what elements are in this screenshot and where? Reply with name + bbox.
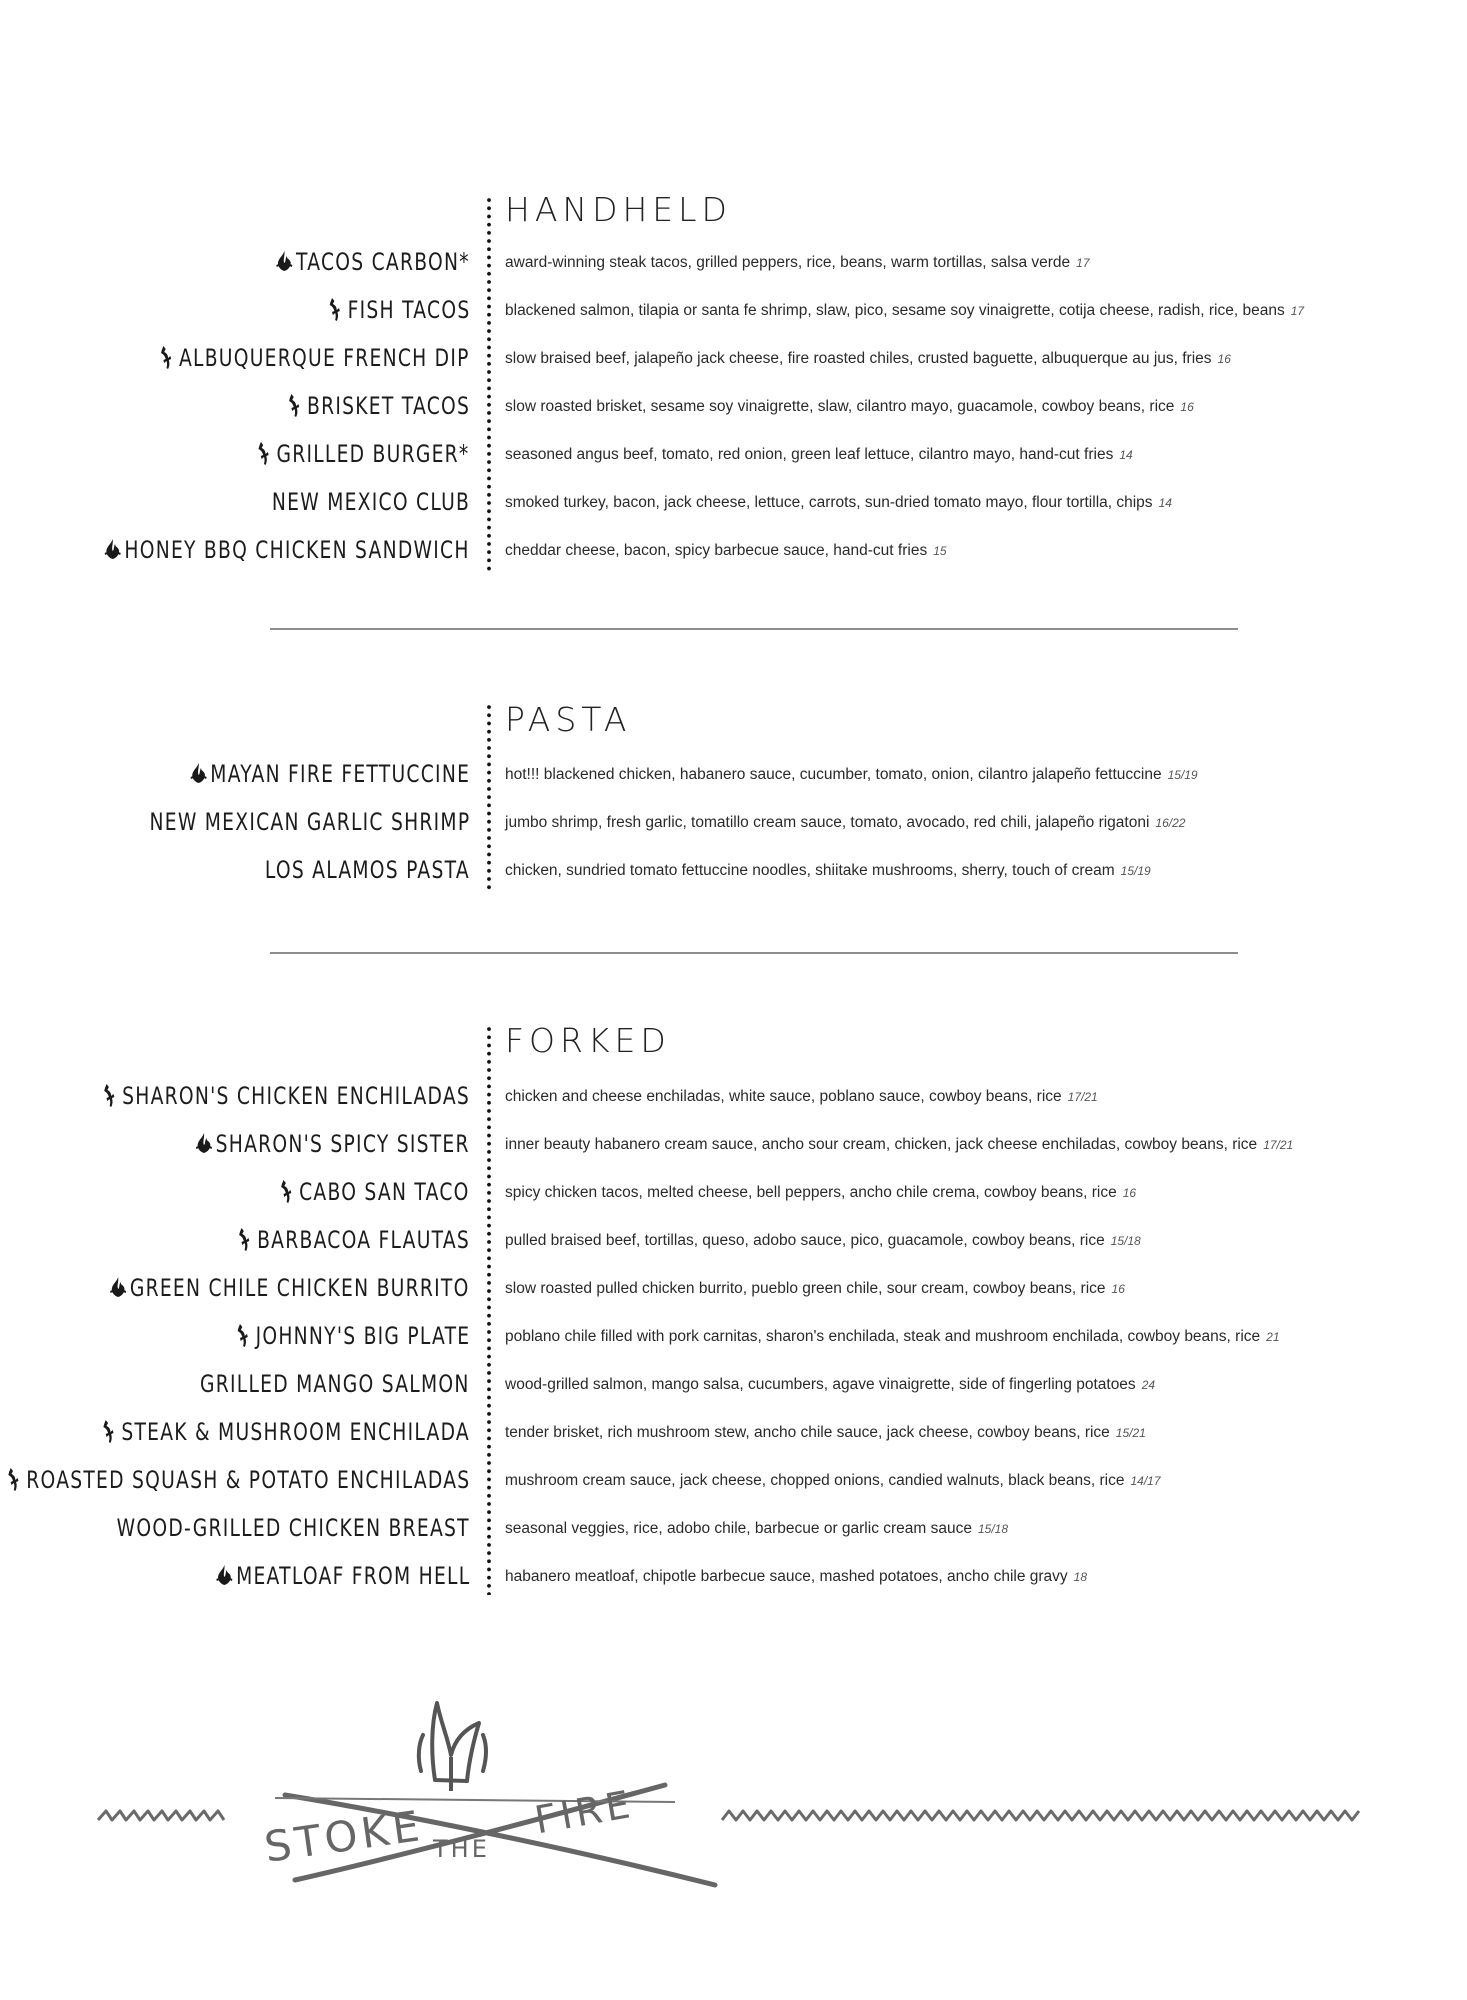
menu-item-name xyxy=(103,534,470,566)
menu-item-title: MEATLOAF FROM HELL xyxy=(235,1562,470,1590)
zigzag-ornament-right xyxy=(720,1806,1365,1826)
flame-icon xyxy=(194,1130,214,1156)
menu-item xyxy=(0,1320,1467,1360)
menu-item-title: HONEY BBQ CHICKEN SANDWICH xyxy=(124,536,470,564)
logo-word-fire: FIRE xyxy=(531,1781,638,1843)
menu-item xyxy=(0,486,1467,526)
description-text: pulled braised beef, tortillas, queso, adobo sauce, pico, guacamole, cowboy beans, rice xyxy=(505,1232,1105,1249)
menu-item-name xyxy=(285,390,470,422)
menu-item-description xyxy=(505,1134,1293,1156)
section-rule xyxy=(270,952,1238,954)
flame-icon xyxy=(214,1562,234,1588)
flame-icon xyxy=(108,1274,128,1300)
description-text: seasoned angus beef, tomato, red onion, green leaf lettuce, cilantro mayo, hand-cut fries xyxy=(505,446,1114,463)
description-text: cheddar cheese, bacon, spicy barbecue sauce, hand-cut fries xyxy=(505,542,928,559)
menu-item xyxy=(0,390,1467,430)
menu-item-name xyxy=(274,246,470,278)
menu-item-name xyxy=(108,1272,470,1304)
menu-item xyxy=(0,1272,1467,1312)
menu-item-title: FISH TACOS xyxy=(347,296,470,324)
menu-item xyxy=(0,246,1467,286)
menu-item-title: GRILLED MANGO SALMON xyxy=(200,1370,470,1398)
section-heading: HANDHELD xyxy=(505,190,732,229)
menu-item xyxy=(0,854,1467,894)
description-text: tender brisket, rich mushroom stew, ancho chile sauce, jack cheese, cowboy beans, rice xyxy=(505,1424,1110,1441)
menu-item-title: MAYAN FIRE FETTUCCINE xyxy=(210,760,470,788)
menu-item-name xyxy=(233,1320,470,1352)
menu-item xyxy=(0,758,1467,798)
menu-item-price: 15/21 xyxy=(1115,1426,1146,1440)
description-text: award-winning steak tacos, grilled peppers, rice, beans, warm tortillas, salsa verde xyxy=(505,254,1071,271)
lizard-icon xyxy=(233,1322,253,1348)
description-text: chicken and cheese enchiladas, white sauce, poblano sauce, cowboy beans, rice xyxy=(505,1088,1062,1105)
description-text: spicy chicken tacos, melted cheese, bell peppers, ancho chile crema, cowboy beans, rice xyxy=(505,1184,1117,1201)
description-text: blackened salmon, tilapia or santa fe shrimp, slaw, pico, sesame soy vinaigrette, cotija cheese, radish, rice, beans xyxy=(505,302,1285,319)
menu-item-price: 18 xyxy=(1073,1570,1088,1584)
menu-item-name xyxy=(235,1224,470,1256)
menu-item-description xyxy=(505,396,1194,418)
menu-item-price: 16 xyxy=(1111,1282,1125,1296)
menu-item-price: 14 xyxy=(1158,496,1172,510)
menu-item-price: 16 xyxy=(1122,1186,1137,1200)
menu-item-name xyxy=(194,1128,470,1160)
menu-item-price: 14 xyxy=(1119,448,1133,462)
menu-item-description xyxy=(505,1182,1136,1204)
menu-item-description xyxy=(505,1518,1008,1540)
lizard-icon xyxy=(235,1226,255,1252)
stoke-the-fire-logo xyxy=(255,1695,725,1895)
menu-item-description xyxy=(505,1326,1280,1348)
description-text: hot!!! blackened chicken, habanero sauce, cucumber, tomato, onion, cilantro jalapeño fettuccine xyxy=(505,766,1162,783)
flame-icon xyxy=(274,248,294,274)
menu-item-name xyxy=(149,806,470,838)
lizard-icon xyxy=(158,344,178,370)
menu-item-name xyxy=(200,1368,470,1400)
description-text: inner beauty habanero cream sauce, ancho sour cream, chicken, jack cheese enchiladas, cowboy beans, rice xyxy=(505,1136,1258,1153)
menu-item-name xyxy=(188,758,470,790)
menu-item-description xyxy=(505,1278,1125,1300)
description-text: chicken, sundried tomato fettuccine noodles, shiitake mushrooms, sherry, touch of cream xyxy=(505,862,1115,879)
section-rule xyxy=(270,628,1238,630)
menu-item-title: WOOD-GRILLED CHICKEN BREAST xyxy=(116,1514,470,1542)
description-text: seasonal veggies, rice, adobo chile, barbecue or garlic cream sauce xyxy=(505,1520,972,1537)
menu-item-description xyxy=(505,492,1172,514)
menu-item-description xyxy=(505,1374,1155,1396)
menu-item-description xyxy=(505,860,1151,882)
menu-item-price: 17 xyxy=(1290,304,1305,318)
menu-item-title: NEW MEXICAN GARLIC SHRIMP xyxy=(149,808,470,836)
menu-item xyxy=(0,342,1467,382)
menu-item-title: JOHNNY'S BIG PLATE xyxy=(255,1322,470,1350)
menu-item-title: CABO SAN TACO xyxy=(299,1178,470,1206)
menu-item-name xyxy=(255,438,470,470)
description-text: wood-grilled salmon, mango salsa, cucumbers, agave vinaigrette, side of fingerling potatoes xyxy=(505,1376,1136,1393)
menu-item-price: 15 xyxy=(933,544,947,558)
description-text: slow roasted brisket, sesame soy vinaigrette, slaw, cilantro mayo, guacamole, cowboy beans, rice xyxy=(505,398,1175,415)
lizard-icon xyxy=(100,1418,120,1444)
lizard-icon xyxy=(100,1082,120,1108)
menu-item-name xyxy=(272,486,470,518)
menu-item-name xyxy=(214,1560,470,1592)
menu-item-title: NEW MEXICO CLUB xyxy=(271,488,470,516)
description-text: slow roasted pulled chicken burrito, pueblo green chile, sour cream, cowboy beans, rice xyxy=(505,1280,1106,1297)
menu-item-title: LOS ALAMOS PASTA xyxy=(264,856,470,884)
menu-item-description xyxy=(505,252,1090,274)
menu-item-title: BRISKET TACOS xyxy=(306,392,470,420)
menu-item xyxy=(0,1512,1467,1552)
menu-item-title: STEAK & MUSHROOM ENCHILADA xyxy=(121,1418,470,1446)
description-text: smoked turkey, bacon, jack cheese, lettuce, carrots, sun-dried tomato mayo, flour tortilla, chips xyxy=(505,494,1153,511)
menu-item-description xyxy=(505,348,1231,370)
lizard-icon xyxy=(4,1466,24,1492)
logo-word-stoke: STOKE xyxy=(261,1801,427,1872)
menu-item-description xyxy=(505,1422,1146,1444)
lizard-icon xyxy=(325,296,345,322)
menu-item-name xyxy=(4,1464,470,1496)
menu-item-title: SHARON'S SPICY SISTER xyxy=(215,1130,470,1158)
menu-item xyxy=(0,294,1467,334)
menu-item-price: 14/17 xyxy=(1130,1474,1161,1488)
menu-item-description xyxy=(505,812,1185,834)
menu-item-title: BARBACOA FLAUTAS xyxy=(257,1226,470,1254)
flame-icon xyxy=(188,760,208,786)
lizard-icon xyxy=(255,440,275,466)
menu-item-description xyxy=(505,764,1198,786)
menu-item-price: 21 xyxy=(1266,1330,1280,1344)
menu-item xyxy=(0,806,1467,846)
menu-item-price: 16 xyxy=(1217,352,1231,366)
menu-item xyxy=(0,1224,1467,1264)
section-heading: FORKED xyxy=(505,1021,671,1060)
menu-item xyxy=(0,534,1467,574)
menu-item-description xyxy=(505,1230,1141,1252)
menu-item-title: ROASTED SQUASH & POTATO ENCHILADAS xyxy=(25,1466,471,1494)
menu-item xyxy=(0,1080,1467,1120)
description-text: slow braised beef, jalapeño jack cheese, fire roasted chiles, crusted baguette, albuquerque au jus, fries xyxy=(505,350,1212,367)
section-heading: PASTA xyxy=(505,700,632,739)
menu-item-price: 24 xyxy=(1141,1378,1156,1392)
menu-item-price: 16 xyxy=(1180,400,1194,414)
menu-item xyxy=(0,1128,1467,1168)
description-text: jumbo shrimp, fresh garlic, tomatillo cream sauce, tomato, avocado, red chili, jalapeño rigatoni xyxy=(505,814,1150,831)
menu-item xyxy=(0,438,1467,478)
description-text: poblano chile filled with pork carnitas, sharon's enchilada, steak and mushroom enchilada, cowboy beans, rice xyxy=(505,1328,1261,1345)
menu-item-price: 17 xyxy=(1076,256,1090,270)
menu-item xyxy=(0,1416,1467,1456)
lizard-icon xyxy=(278,1178,298,1204)
logo-word-the: THE xyxy=(433,1835,490,1863)
menu-item-name xyxy=(117,1512,470,1544)
menu-item-price: 15/18 xyxy=(1110,1234,1141,1248)
menu-item-description xyxy=(505,540,947,562)
menu-item-price: 17/21 xyxy=(1263,1138,1294,1152)
menu-item-description xyxy=(505,1470,1161,1492)
menu-item-description xyxy=(505,1086,1098,1108)
menu-item xyxy=(0,1560,1467,1600)
menu-item-title: SHARON'S CHICKEN ENCHILADAS xyxy=(122,1082,470,1110)
menu-item-name xyxy=(278,1176,470,1208)
menu-item-description xyxy=(505,1566,1087,1588)
menu-item-name xyxy=(158,342,470,374)
menu-item-price: 17/21 xyxy=(1067,1090,1098,1104)
description-text: habanero meatloaf, chipotle barbecue sauce, mashed potatoes, ancho chile gravy xyxy=(505,1568,1068,1585)
zigzag-ornament-left xyxy=(96,1806,226,1826)
menu-item-price: 15/19 xyxy=(1167,768,1198,782)
description-text: mushroom cream sauce, jack cheese, chopped onions, candied walnuts, black beans, rice xyxy=(505,1472,1125,1489)
menu-item-description xyxy=(505,444,1133,466)
menu-item-price: 15/19 xyxy=(1120,864,1151,878)
menu-item-name xyxy=(100,1080,470,1112)
menu-item-price: 15/18 xyxy=(977,1522,1009,1536)
menu-item-name xyxy=(100,1416,470,1448)
menu-item-name xyxy=(325,294,470,326)
menu-item-description xyxy=(505,300,1304,322)
menu-item-title: GRILLED BURGER* xyxy=(276,440,470,468)
flame-icon xyxy=(103,536,123,562)
menu-item xyxy=(0,1368,1467,1408)
lizard-icon xyxy=(285,392,305,418)
menu-item-price: 16/22 xyxy=(1155,816,1186,830)
menu-item-title: ALBUQUERQUE FRENCH DIP xyxy=(179,344,470,372)
menu-item-title: TACOS CARBON* xyxy=(296,248,470,276)
menu-item xyxy=(0,1176,1467,1216)
menu-item-title: GREEN CHILE CHICKEN BURRITO xyxy=(130,1274,470,1302)
menu-item-name xyxy=(265,854,470,886)
menu-item xyxy=(0,1464,1467,1504)
